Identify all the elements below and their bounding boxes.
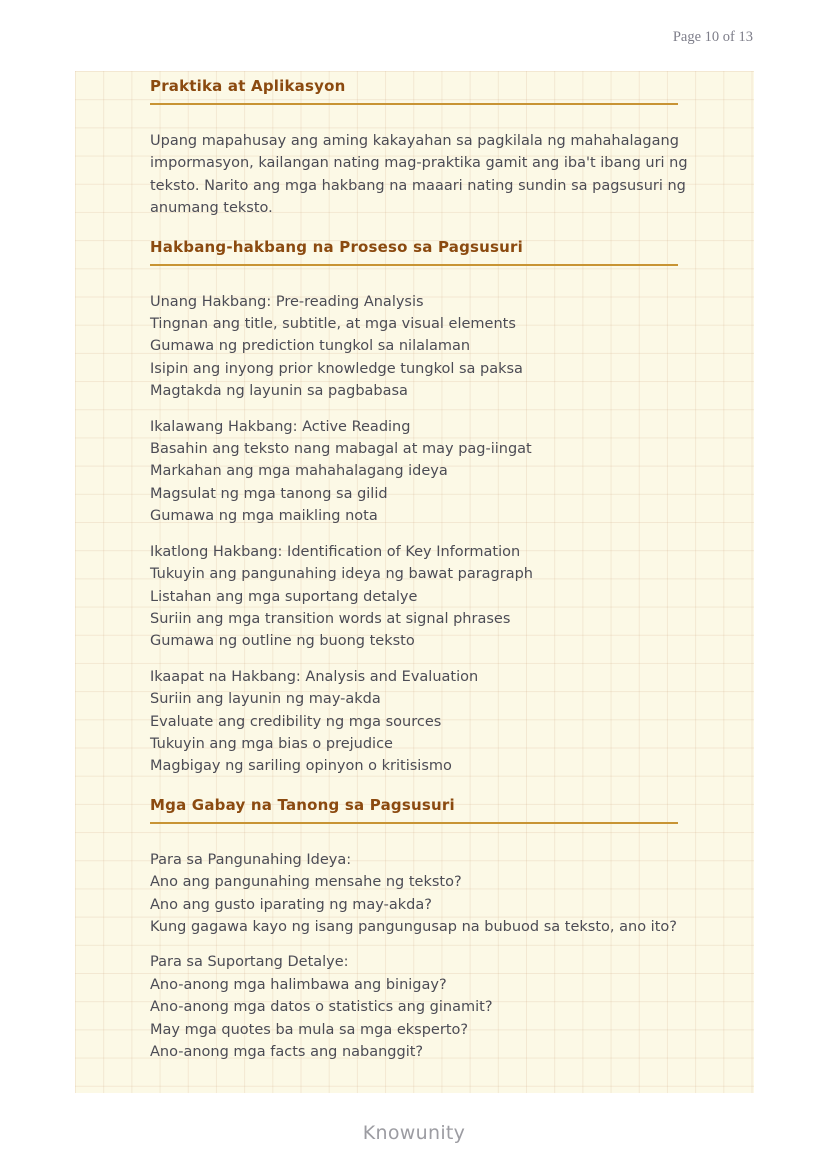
notebook-paper [75,71,754,1093]
text-line: Ano ang gusto iparating ng may-akda? [150,896,432,913]
text-line: Listahan ang mga suportang detalye [150,588,418,605]
text-line: May mga quotes ba mula sa mga eksperto? [150,1021,469,1038]
text-line: Tukuyin ang pangunahing ideya ng bawat paragraph [150,566,533,583]
text-line: Magsulat ng mga tanong sa gilid [150,485,388,502]
text-line: Markahan ang mga mahahalagang ideya [150,463,448,480]
text-line: Basahin ang teksto nang mabagal at may pag-iingat [150,441,532,458]
text-line: Gumawa ng outline ng buong teksto [150,633,415,650]
section-heading-praktika: Praktika at Aplikasyon [150,77,346,95]
text-line: Para sa Suportang Detalye: [150,954,349,971]
text-line: Kung gagawa kayo ng isang pangungusap na bubuod sa teksto, ano ito? [150,918,677,935]
section-heading-proseso: Hakbang-hakbang na Proseso sa Pagsusuri [150,237,523,256]
text-line: Isipin ang inyong prior knowledge tungkol sa paksa [150,360,523,377]
paragraph [150,130,700,220]
paragraph-pangunahing-ideya [150,849,700,939]
text-line: Unang Hakbang: Pre-reading Analysis [150,293,424,310]
paragraph-ikalawang-hakbang [150,416,700,528]
paragraph-suportang-detalye [150,951,700,1063]
heading-rule [150,103,678,105]
text-line: Ano-anong mga datos o statistics ang ginamit? [150,999,493,1016]
text-line: Magbigay ng sariling opinyon o kritisismo [150,758,452,775]
text-line: Gumawa ng prediction tungkol sa nilalaman [150,338,471,355]
text-line: Ano ang pangunahing mensahe ng teksto? [150,874,462,891]
section-heading-gabay-tanong: Mga Gabay na Tanong sa Pagsusuri [150,795,455,814]
text-line: anumang teksto. [150,200,273,217]
paragraph-unang-hakbang [150,291,700,403]
text-line: Suriin ang mga transition words at signal phrases [150,610,511,627]
text-line: Ano-anong mga halimbawa ang binigay? [150,976,447,993]
paragraph-ikatlong-hakbang [150,541,700,653]
page-number: Page 10 of 13 [672,29,753,45]
text-line: Gumawa ng mga maikling nota [150,508,378,525]
knowunity-brand: Knowunity [362,1122,466,1144]
text-line: Magtakda ng layunin sa pagbabasa [150,383,408,400]
text-line: Suriin ang layunin ng may-akda [150,691,381,708]
text-line: Evaluate ang credibility ng mga sources [150,713,442,730]
heading-rule [150,264,678,266]
text-line: Para sa Pangunahing Ideya: [150,851,352,868]
text-line: Ikatlong Hakbang: Identification of Key Information [150,543,521,560]
text-line: Tingnan ang title, subtitle, at mga visual elements [150,316,516,333]
heading-rule [150,822,678,824]
text-line: Ikaapat na Hakbang: Analysis and Evaluation [150,668,479,685]
paragraph-ikaapat-hakbang [150,666,700,778]
text-line: Ikalawang Hakbang: Active Reading [150,418,411,435]
text-line: Tukuyin ang mga bias o prejudice [150,735,393,752]
text-line: teksto. Narito ang mga hakbang na maaari nating sundin sa pagsusuri ng [150,177,686,194]
text-line: Upang mapahusay ang aming kakayahan sa pagkilala ng mahahalagang [150,133,679,149]
text-line: Ano-anong mga facts ang nabanggit? [150,1044,424,1060]
text-line: impormasyon, kailangan nating mag-praktika gamit ang iba't ibang uri ng [150,155,688,172]
